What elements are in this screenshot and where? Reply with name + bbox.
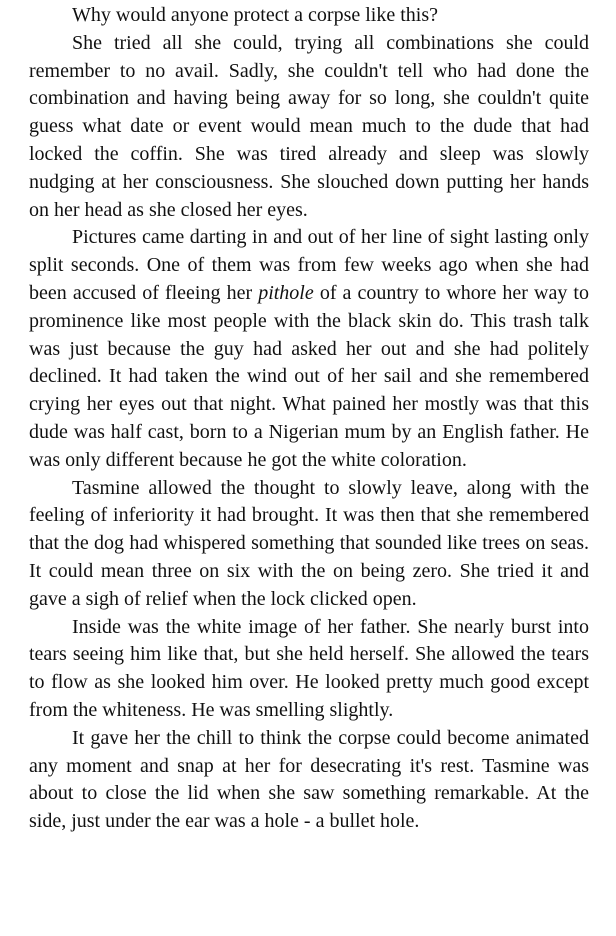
paragraph-5	[29, 614, 589, 725]
paragraph-6-text: It gave her the chill to think the corpse could become animated any moment and snap at her for desecrating it's rest. Tasmine was about to close the lid when she saw something remarkable. At the side, just under the ear was a hole - a bullet hole.	[29, 726, 589, 833]
paragraph-3-text-end: of a country to whore her way to prominence like most people with the black skin do. This trash talk was just because the guy had asked her out and she had politely declined. It had taken the wind out of her sail and she remembered crying her eyes out that night. What pained her mostly was that this dude was half cast, born to a Nigerian mum by an English father. He was only different because he got the white coloration.	[29, 281, 589, 471]
paragraph-6	[29, 725, 589, 836]
paragraph-2-text: She tried all she could, trying all combinations she could remember to no avail. Sadly, she couldn't tell who had done the combination and having being away for so long, she couldn't quite guess what date or event would mean much to the dude that had locked the coffin. She was tired already and sleep was slowly nudging at her consciousness. She slouched down putting her hands on her head as she closed her eyes.	[29, 31, 589, 221]
paragraph-1-text: Why would anyone protect a corpse like this?	[72, 4, 438, 26]
paragraph-4-text: Tasmine allowed the thought to slowly leave, along with the feeling of inferiority it had brought. It was then that she remembered that the dog had whispered something that sounded like trees on seas. It could mean three on six with the on being zero. She tried it and gave a sigh of relief when the lock clicked open.	[29, 476, 589, 610]
paragraph-1	[29, 2, 589, 30]
paragraph-3-italic-word: pithole	[258, 281, 314, 304]
paragraph-2	[29, 30, 589, 225]
paragraph-3-text-start: Pictures came darting in and out of her line of sight lasting only split seconds. One of them was from few weeks ago when she had been accused of fleeing her	[29, 226, 589, 304]
paragraph-5-text: Inside was the white image of her father. She nearly burst into tears seeing him like that, but she held herself. She allowed the tears to flow as she looked him over. He looked pretty much good except from the whiteness. He was smelling slightly.	[29, 615, 589, 721]
paragraph-4	[29, 475, 589, 614]
paragraph-3	[29, 224, 589, 474]
